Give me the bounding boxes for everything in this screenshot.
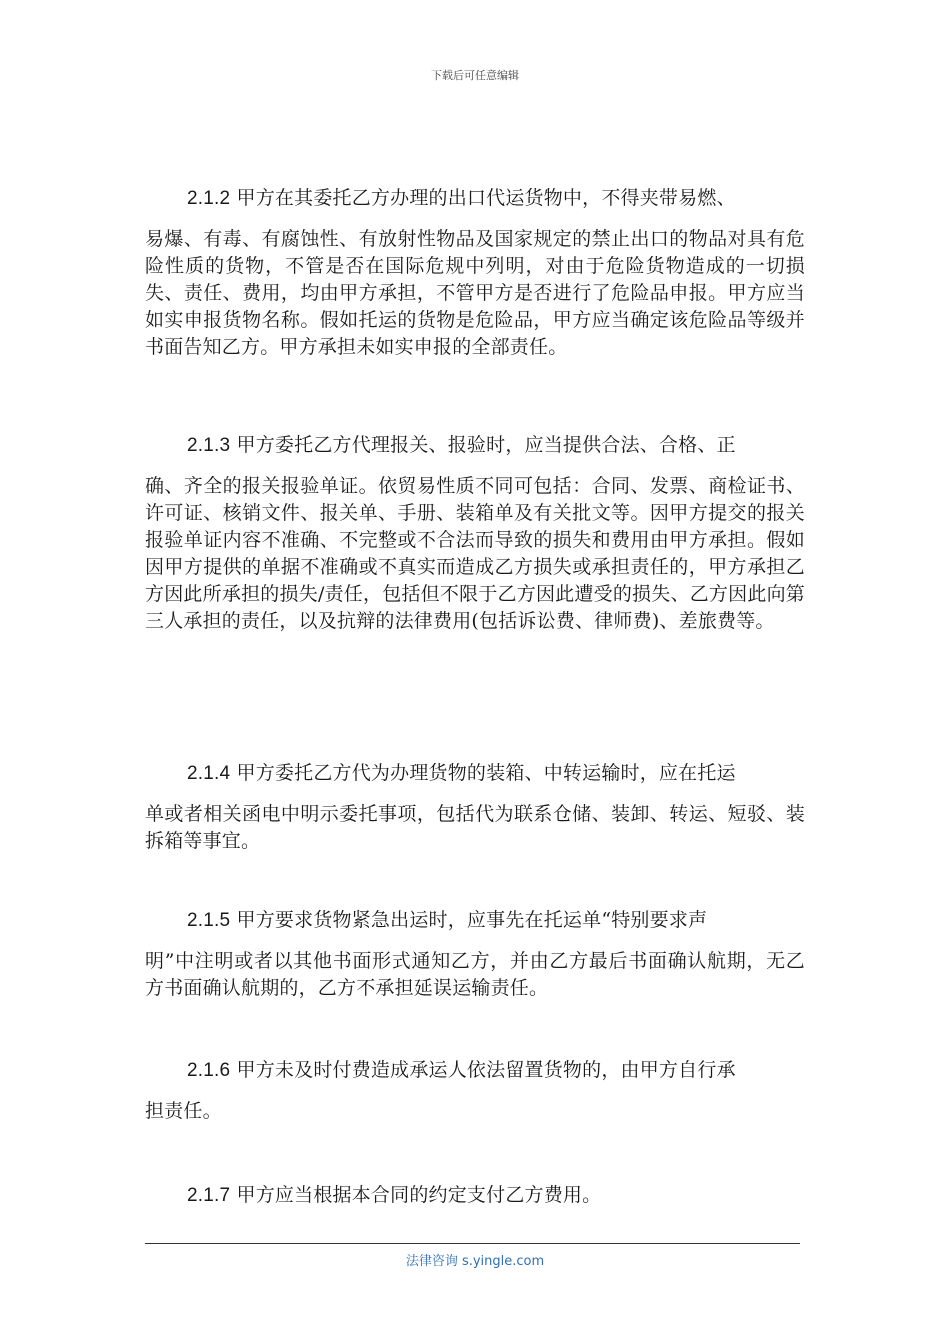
clause-first-line (145, 185, 805, 212)
clause-number: 2.1.4 (187, 763, 231, 784)
clause-number: 2.1.3 (187, 435, 231, 456)
clause-2-1-7 (145, 1182, 805, 1223)
clause-2-1-5 (145, 907, 805, 1002)
clause-2-1-2 (145, 185, 805, 361)
footer-divider (145, 1243, 800, 1244)
clause-first-text: 甲方要求货物紧急出运时，应事先在托运单“特别要求声 (236, 909, 708, 931)
clause-number: 2.1.2 (187, 188, 231, 209)
clause-body-text: 单或者相关函电中明示委托事项，包括代为联系仓储、装卸、转运、短驳、装拆箱等事宜。 (145, 803, 805, 852)
footer-link[interactable]: 法律咨询 s.yingle.com (405, 1254, 545, 1269)
clause-body-text: 确、齐全的报关报验单证。依贸易性质不同可包括：合同、发票、商检证书、许可证、核销文件、报关单、手册、装箱单及有关批文等。因甲方提交的报关报验单证内容不准确、不完整或不合法而导致的损失和费用由甲方承担。假如因甲方提供的单据不准确或不真实而造成乙方损失或承担责任的，甲方承担乙方因此所承担的损失/责任，包括但不限于乙方因此遭受的损失、乙方因此向第三人承担的责任，以及抗辩的法律费用(包括诉讼费、律师费)、差旅费等。 (145, 475, 805, 632)
clause-body-text: 明”中注明或者以其他书面形式通知乙方，并由乙方最后书面确认航期，无乙方书面确认航期的，乙方不承担延误运输责任。 (145, 950, 805, 999)
clause-first-text: 甲方未及时付费造成承运人依法留置货物的，由甲方自行承 (236, 1059, 736, 1081)
clause-first-line (145, 1057, 805, 1084)
header-note: 下载后可任意编辑 (431, 69, 519, 82)
clause-number: 2.1.5 (187, 910, 231, 931)
clause-first-line (145, 907, 805, 934)
clause-body-text: 担责任。 (145, 1100, 222, 1122)
clause-first-text: 甲方委托乙方代理报关、报验时，应当提供合法、合格、正 (236, 434, 736, 456)
clause-first-line (145, 1182, 805, 1209)
clause-2-1-3 (145, 432, 805, 635)
clause-first-text: 甲方应当根据本合同的约定支付乙方费用。 (236, 1184, 602, 1206)
clause-number: 2.1.7 (187, 1185, 231, 1206)
clause-first-line (145, 432, 805, 459)
clause-first-text: 甲方在其委托乙方办理的出口代运货物中，不得夹带易燃、 (236, 187, 736, 209)
clause-body-text: 易爆、有毒、有腐蚀性、有放射性物品及国家规定的禁止出口的物品对具有危险性质的货物，不管是否在国际危规中列明，对由于危险货物造成的一切损失、责任、费用，均由甲方承担，不管甲方是否进行了危险品申报。甲方应当如实申报货物名称。假如托运的货物是危险品，甲方应当确定该危险品等级并书面告知乙方。甲方承担未如实申报的全部责任。 (145, 228, 805, 358)
clause-2-1-6 (145, 1057, 805, 1125)
clause-first-line (145, 760, 805, 787)
clause-2-1-4 (145, 760, 805, 855)
clause-number: 2.1.6 (187, 1060, 231, 1081)
clause-first-text: 甲方委托乙方代为办理货物的装箱、中转运输时，应在托运 (236, 762, 736, 784)
